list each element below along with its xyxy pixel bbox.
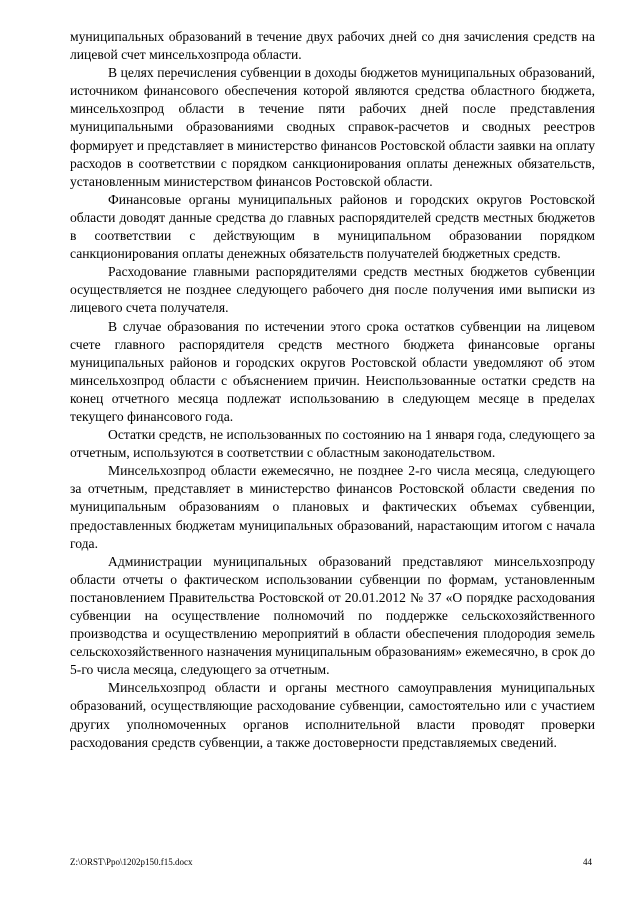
page-number: 44 — [583, 857, 592, 867]
paragraph-unused-balances: В случае образования по истечении этого срока остатков субвенции на лицевом счете главного распорядителя средств местного бюджета финансовые органы муниципальных районов и городских округов Ростовской области уведомляют об этом минсельхозпрод области с объяснением причин. Неиспользованные остатки средств на конец отчетного месяца подлежат использованию в следующем месяце в пределах текущего финансового года. — [70, 318, 595, 424]
paragraph-subvention-transfer: В целях перечисления субвенции в доходы бюджетов муниципальных образований, источником финансового обеспечения которой являются средства областного бюджета, минсельхозпрод области в течение пяти рабочих дней после представления муниципальными образованиями сводных справок-расчетов и сводных реестров формирует и представляет в министерство финансов Ростовской области заявки на оплату расходов в соответствии с порядком санкционирования оплаты денежных обязательств, установленным министерством финансов Ростовской области. — [70, 65, 595, 189]
paragraph-remaining-funds: Остатки средств, не использованных по состоянию на 1 января года, следующего за отчетным, используются в соответствии с областным законодательством. — [70, 427, 595, 461]
paragraph-inspections: Минсельхозпрод области и органы местного самоуправления муниципальных образований, осуществляющие расходование субвенции, самостоятельно или с участием других уполномоченных органов исполнительной власти проводят проверки расходования средств субвенции, а также достоверности представляемых сведений. — [70, 680, 595, 750]
document-body — [70, 28, 595, 752]
paragraph-financial-bodies: Финансовые органы муниципальных районов и городских округов Ростовской области доводят данные средства до главных распорядителей средств местных бюджетов в соответствии с действующим в муниципальном образовании порядком санкционирования оплаты денежных обязательств получателей бюджетных средств. — [70, 191, 595, 262]
footer-file-path: Z:\ORST\Ppo\1202p150.f15.docx — [70, 857, 193, 867]
paragraph-spending-deadline: Расходование главными распорядителями средств местных бюджетов субвенции осуществляется не позднее следующего рабочего дня после получения ими выписки из лицевого счета получателя. — [70, 264, 595, 316]
paragraph-continuation: муниципальных образований в течение двух рабочих дней со дня зачисления средств на лицевой счет минсельхозпрода области. — [70, 29, 595, 63]
paragraph-monthly-report: Минсельхозпрод области ежемесячно, не позднее 2-го числа месяца, следующего за отчетным, представляет в министерство финансов Ростовской области сведения по муниципальным образованиям о плановых и фактических объемах субвенции, предоставленных бюджетам муниципальных образований, нарастающим итогом с начала года. — [70, 463, 595, 551]
paragraph-administrations-reports: Администрации муниципальных образований представляют минсельхозпроду области отчеты о фактическом использовании субвенции по формам, установленным постановлением Правительства Ростовской от 20.01.2012 № 37 «О порядке расходования субвенции на осуществление полномочий по поддержке сельскохозяйственного производства и осуществлению мероприятий в области обеспечения плодородия земель сельскохозяйственного назначения муниципальным образованиям» ежемесячно, в срок до 5-го числа месяца, следующего за отчетным. — [70, 553, 595, 678]
